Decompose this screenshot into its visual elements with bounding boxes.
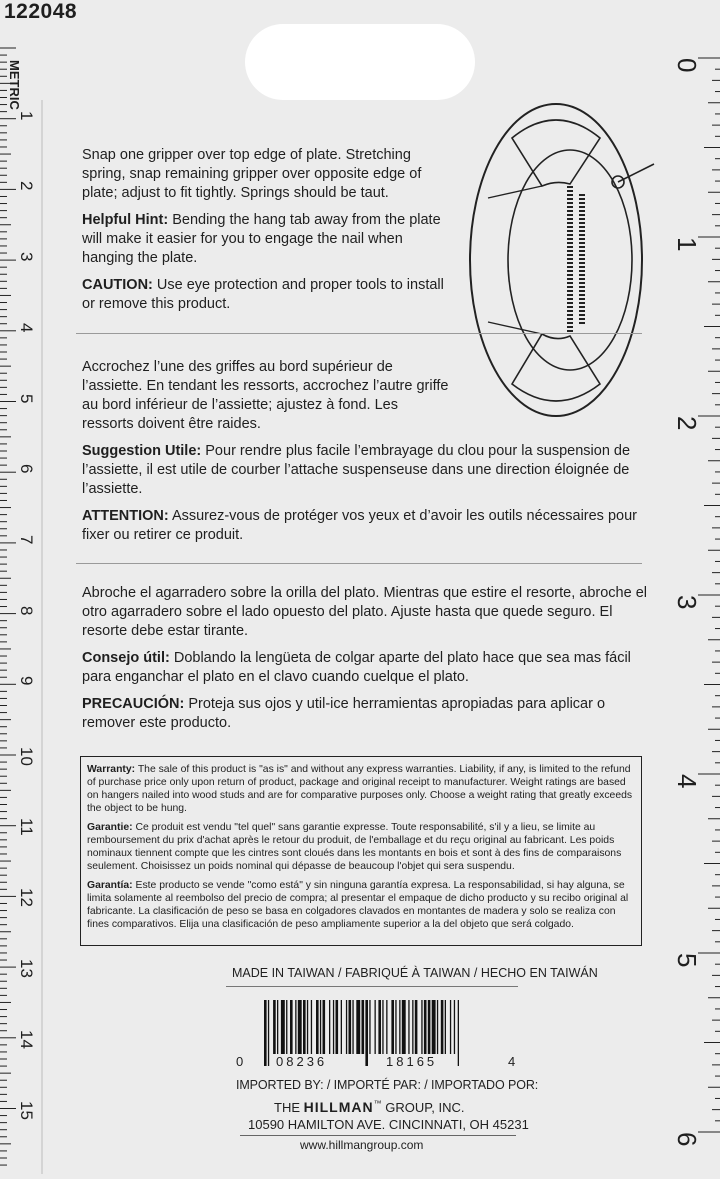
hang-slot (245, 24, 475, 100)
company-prefix: THE (274, 1100, 304, 1115)
metric-number: 15 (17, 1100, 36, 1120)
warranty-es-text: Este producto se vende "como está" y sin ninguna garantía expresa. La responsabilidad, si hay alguna, se limita solamente al reembolso del precio de compra; al presentar el empaque de dicho producto y su recibo original al fabricante. La clasificación de peso se basa en colgadores clavados en montantes de madera y solo se realiza con fines comparativos. Elija una clasificación de peso ampliamente superior a la del objeto que será colgado. (87, 880, 629, 930)
metric-number: 1 (17, 110, 36, 121)
spanish-caution-label: PRECAUCIÓN: (82, 696, 185, 712)
inch-number: 1 (672, 237, 702, 252)
barcode-bar (320, 1000, 321, 1054)
barcode-bar (375, 1000, 376, 1054)
barcode-bar (432, 1000, 436, 1054)
made-in-rule (226, 986, 518, 987)
metric-number: 7 (17, 534, 36, 545)
barcode-bar (362, 1000, 365, 1054)
barcode-bar (395, 1000, 396, 1054)
metric-ruler-ticks (0, 0, 44, 1174)
barcode-bar (412, 1000, 413, 1054)
barcode-bar (391, 1000, 394, 1054)
barcode-bar (295, 1000, 296, 1054)
barcode-bar (441, 1000, 444, 1054)
french-instructions (82, 358, 652, 553)
metric-number: 2 (17, 181, 36, 191)
barcode-bar (415, 1000, 418, 1054)
english-hint-label: Helpful Hint: (82, 212, 169, 228)
spanish-instructions (82, 584, 652, 741)
barcode-bar (281, 1000, 285, 1054)
barcode-bar (458, 1000, 459, 1066)
barcode-bar (264, 1000, 267, 1066)
barcode-bar (408, 1000, 409, 1054)
company-tm: ™ (373, 1099, 382, 1108)
barcode-right-group: 18165 (386, 1054, 438, 1069)
inch-ruler-ticks (680, 0, 720, 1174)
spanish-instruction-text: Abroche el agarradero sobre la orilla del plato. Mientras que estire el resorte, abroche el otro agarradero sobre el lado opuesto del plato. Ajuste hasta que quede seguro. El resorte debe estar tirante. (82, 585, 648, 639)
metric-label: METRIC (7, 60, 22, 110)
barcode-bar (307, 1000, 308, 1054)
barcode-left-group: 08236 (276, 1054, 328, 1069)
barcode-bar (341, 1000, 342, 1054)
metric-number: 12 (17, 888, 36, 908)
warranty-es-label: Garantía: (87, 880, 133, 891)
barcode-bar (273, 1000, 276, 1054)
english-caution-text: Use eye protection and proper tools to install or remove this product. (82, 277, 444, 312)
english-caution (82, 276, 452, 314)
metric-number: 10 (17, 747, 36, 766)
metric-number: 6 (17, 464, 36, 474)
company-address: 10590 HAMILTON AVE. CINCINNATI, OH 45231 (248, 1117, 529, 1132)
spanish-caution-text: Proteja sus ojos y util-ice herramientas apropiadas para aplicar o remover este producto. (82, 696, 606, 731)
metric-number: 11 (17, 817, 36, 836)
barcode-bar (316, 1000, 319, 1054)
english-instructions (82, 146, 452, 322)
warranty-fr-label: Garantie: (87, 822, 133, 833)
metric-number: 4 (17, 322, 36, 333)
barcode-bar (268, 1000, 269, 1066)
divider-fr-es (76, 563, 642, 564)
address-rule (240, 1135, 516, 1136)
barcode-bar (365, 1000, 368, 1066)
barcode-bar (311, 1000, 312, 1054)
warranty-en-label: Warranty: (87, 764, 136, 775)
barcode-bar (277, 1000, 278, 1054)
barcode-bar (382, 1000, 383, 1054)
divider-en-fr (76, 333, 642, 334)
barcode-bar (356, 1000, 360, 1054)
spanish-caution (82, 695, 652, 733)
warranty-box (80, 756, 642, 946)
barcode-bar (445, 1000, 446, 1054)
barcode-bar (454, 1000, 455, 1054)
barcode-bar (402, 1000, 406, 1054)
spanish-hint-label: Consejo útil: (82, 650, 170, 666)
inch-number: 3 (672, 595, 702, 610)
warranty-en-text: The sale of this product is "as is" and without any express warranties. Liability, if any, is limited to the refund of purchase price only upon return of product, package and original receipt to manufacturer. Weight ratings are based on hangers nailed into wood studs and are for comparative purposes only. Choose a weight rating that greatly exceeds the object to be hung. (87, 764, 633, 814)
upc-barcode (236, 1000, 516, 1078)
barcode-check-digit: 4 (508, 1054, 516, 1069)
barcode-bar (303, 1000, 306, 1054)
barcode-bar (378, 1000, 381, 1054)
barcode-bar (352, 1000, 353, 1054)
barcode-bar (290, 1000, 293, 1054)
website-text: www.hillmangroup.com (300, 1138, 424, 1152)
french-caution-label: ATTENTION: (82, 508, 169, 524)
spanish-hint-text: Doblando la lengüeta de colgar aparte del plato hace que sea mas fácil para enganchar el plato en el clavo cuando cuelque el plato. (82, 650, 631, 685)
barcode-bar (428, 1000, 431, 1054)
warranty-en (87, 763, 635, 815)
french-instruction-text: Accrochez l’une des griffes au bord supérieur de l’assiette. En tendant les ressorts, accrochez l’autre griffe au bord inférieur de l’assiette; ajustez à fond. Les ressorts doivent être raides. (82, 359, 449, 432)
french-hint-label: Suggestion Utile: (82, 443, 202, 459)
barcode-lead-digit: 0 (236, 1054, 244, 1069)
inch-number: 6 (672, 1132, 702, 1147)
barcode-bar (399, 1000, 400, 1054)
metric-number: 13 (17, 959, 36, 979)
inch-number: 5 (672, 953, 702, 968)
warranty-fr-text: Ce produit est vendu "tel quel" sans garantie expresse. Toute responsabilité, s'il y a lieu, se limite au remboursement du prix d'achat après le retour du produit, de l'emballage et du reçu original au fabricant. Les poids nominaux tiennent compte que les cintres sont cloués dans les montants en bois et sont à des fins de comparaisons seulement. Choisissez un poids nominal qui dépasse de beaucoup l'objet qui sera suspendu. (87, 822, 622, 872)
metric-number: 8 (17, 605, 36, 616)
metric-number: 3 (17, 252, 36, 262)
french-hint-text: Pour rendre plus facile l’embrayage du clou pour la suspension de l’assiette, il est utile de courber l’attache suspenseuse dans une direction éloignée de l’assiette. (82, 443, 631, 497)
company-brand: HILLMAN (303, 1099, 374, 1115)
french-hint (82, 442, 652, 499)
inch-number: 4 (672, 774, 702, 789)
barcode-bar (333, 1000, 334, 1054)
barcode-bar (329, 1000, 330, 1054)
barcode-bar (298, 1000, 302, 1054)
english-hint-text: Bending the hang tab away from the plate will make it easier for you to engage the nail when hanging the plate. (82, 212, 441, 266)
barcode-bar (286, 1000, 287, 1054)
metric-ruler (0, 0, 44, 1174)
barcode-bar (323, 1000, 326, 1054)
inch-number: 0 (672, 58, 702, 73)
barcode-bar (369, 1000, 370, 1054)
company-name (274, 1099, 464, 1115)
barcode-bar (437, 1000, 438, 1054)
barcode-bar (421, 1000, 422, 1054)
inch-ruler (672, 0, 720, 1174)
barcode-bar (336, 1000, 339, 1054)
barcode-bar (450, 1000, 451, 1054)
warranty-fr (87, 821, 635, 873)
barcode-bar (424, 1000, 427, 1054)
made-in-text: MADE IN TAIWAN / FABRIQUÉ À TAIWAN / HECHO EN TAIWÁN (232, 966, 598, 980)
imported-by-text: IMPORTED BY: / IMPORTÉ PAR: / IMPORTADO POR: (236, 1078, 539, 1092)
english-caution-label: CAUTION: (82, 277, 153, 293)
spanish-hint (82, 649, 652, 687)
metric-number: 5 (17, 393, 36, 403)
french-caution (82, 507, 652, 545)
company-suffix: GROUP, INC. (381, 1100, 465, 1115)
barcode-bar (386, 1000, 387, 1054)
french-caution-text: Assurez-vous de protéger vos yeux et d’avoir les outils nécessaires pour fixer ou retirer ce produit. (82, 508, 637, 543)
inch-number: 2 (672, 416, 702, 431)
metric-number: 9 (17, 676, 36, 686)
part-number: 122048 (4, 0, 78, 23)
barcode-bar (349, 1000, 352, 1054)
barcode-bar (346, 1000, 347, 1054)
english-hint (82, 211, 452, 268)
warranty-es (87, 879, 635, 931)
metric-number: 14 (17, 1029, 36, 1049)
english-instruction-text: Snap one gripper over top edge of plate. Stretching spring, snap remaining gripper over opposite edge of plate; adjust to fit tightly. Springs should be taut. (82, 147, 422, 201)
